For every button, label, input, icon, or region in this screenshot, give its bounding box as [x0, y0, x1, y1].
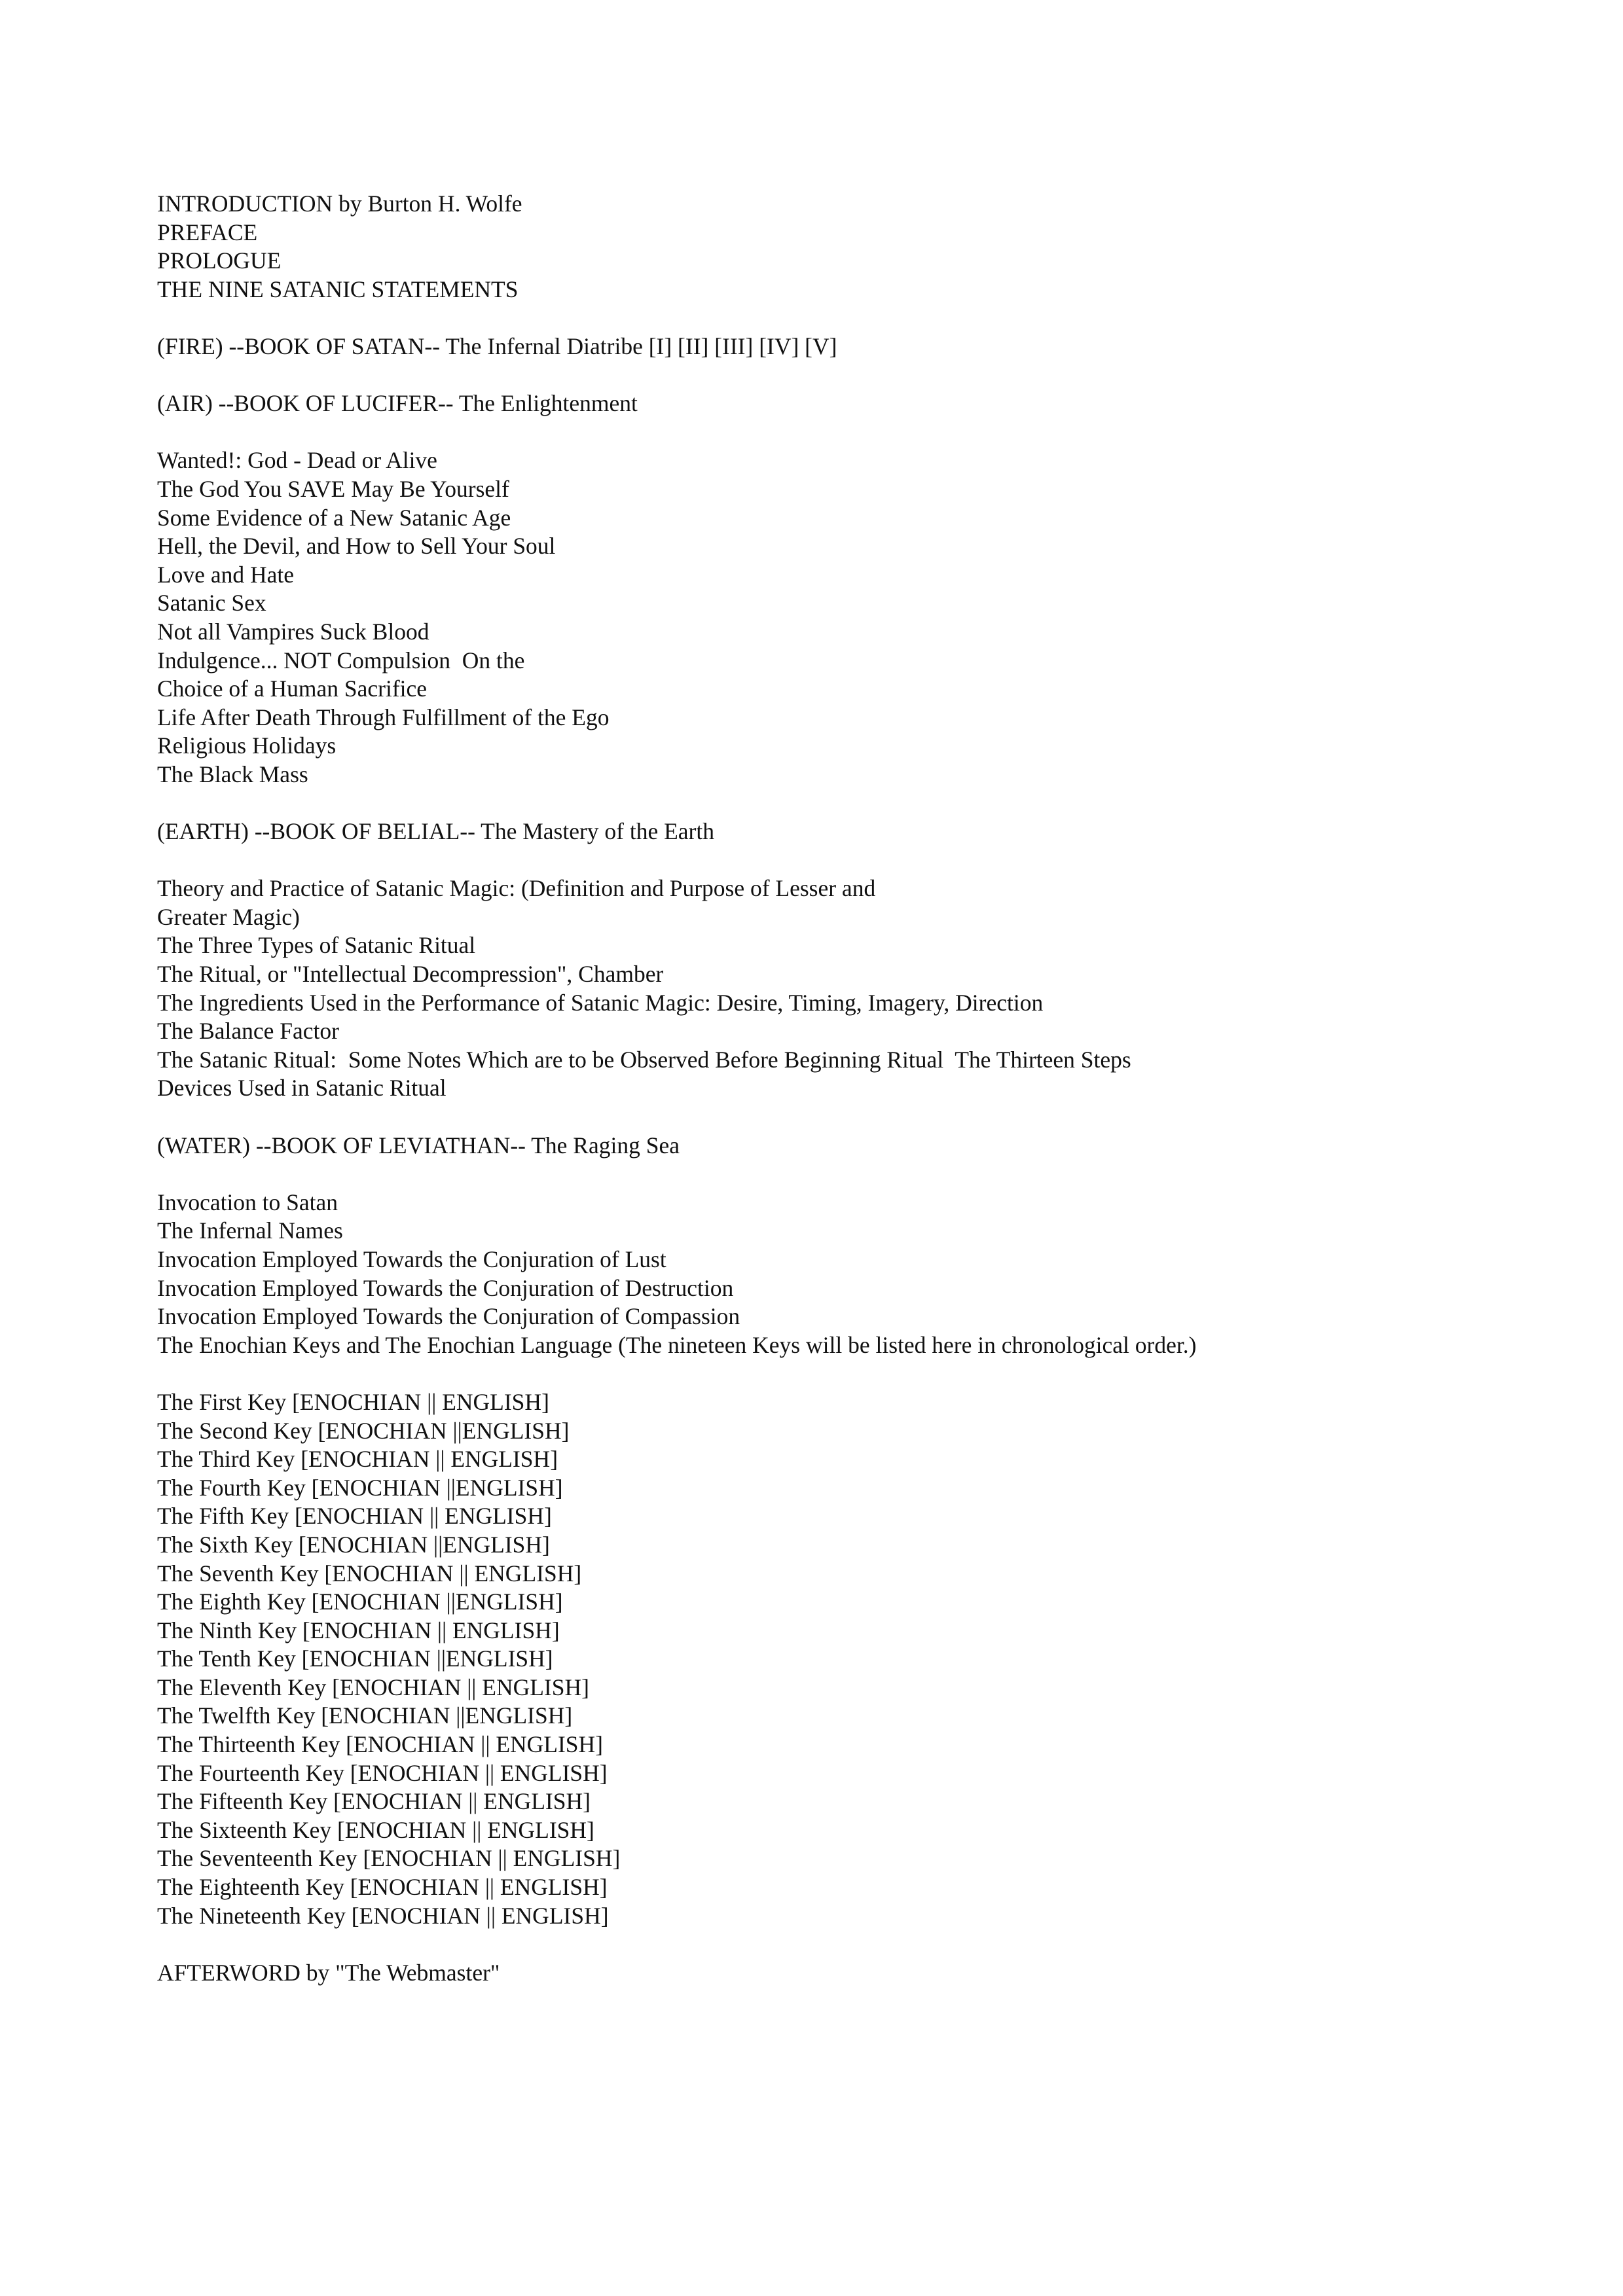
belial-entries — [157, 874, 1532, 1103]
spacer — [157, 304, 1532, 332]
key-entry: The Seventh Key [ENOCHIAN || ENGLISH] — [157, 1560, 582, 1587]
toc-entry: Hell, the Devil, and How to Sell Your Soul — [157, 533, 556, 560]
toc-entry: Satanic Sex — [157, 590, 266, 617]
table-of-contents — [157, 190, 1532, 1987]
toc-entry: Theory and Practice of Satanic Magic: (Definition and Purpose of Lesser and — [157, 875, 876, 902]
key-entry: The Second Key [ENOCHIAN ||ENGLISH] — [157, 1417, 570, 1444]
toc-entry: Choice of a Human Sacrifice — [157, 675, 428, 702]
toc-entry: Wanted!: God - Dead or Alive — [157, 447, 437, 474]
key-entry: The Fifteenth Key [ENOCHIAN || ENGLISH] — [157, 1788, 591, 1815]
enochian-keys-list — [157, 1388, 1532, 1930]
toc-entry: Indulgence... NOT Compulsion On the — [157, 647, 525, 673]
toc-entry-nine-statements: THE NINE SATANIC STATEMENTS — [157, 276, 519, 302]
toc-entry: The Black Mass — [157, 761, 308, 787]
toc-entry-introduction: INTRODUCTION by Burton H. Wolfe — [157, 190, 522, 217]
section-heading-book-of-belial: (EARTH) --BOOK OF BELIAL-- The Mastery of the Earth — [157, 818, 714, 845]
toc-entry: Invocation Employed Towards the Conjuration of Destruction — [157, 1274, 734, 1301]
section-heading-book-of-lucifer: (AIR) --BOOK OF LUCIFER-- The Enlightenment — [157, 390, 638, 417]
section-heading-book-of-leviathan: (WATER) --BOOK OF LEVIATHAN-- The Raging Sea — [157, 1132, 680, 1158]
toc-entry-prologue: PROLOGUE — [157, 247, 282, 274]
key-entry: The Sixth Key [ENOCHIAN ||ENGLISH] — [157, 1531, 550, 1558]
spacer — [157, 1160, 1532, 1189]
key-entry: The Eighth Key [ENOCHIAN ||ENGLISH] — [157, 1588, 563, 1615]
key-entry: The Thirteenth Key [ENOCHIAN || ENGLISH] — [157, 1731, 604, 1758]
section-heading-book-of-satan: (FIRE) --BOOK OF SATAN-- The Infernal Diatribe [I] [II] [III] [IV] [V] — [157, 332, 837, 359]
spacer — [157, 418, 1532, 447]
toc-entry: The Enochian Keys and The Enochian Language (The nineteen Keys will be listed here in chronological order.) — [157, 1331, 1197, 1358]
toc-entry: The God You SAVE May Be Yourself — [157, 475, 509, 502]
toc-entry: The Satanic Ritual: Some Notes Which are to be Observed Before Beginning Ritual The Thirteen Steps — [157, 1046, 1131, 1073]
front-matter — [157, 190, 1532, 304]
toc-entry-preface: PREFACE — [157, 219, 258, 245]
toc-entry: The Infernal Names — [157, 1217, 343, 1244]
key-entry: The Third Key [ENOCHIAN || ENGLISH] — [157, 1446, 558, 1473]
spacer — [157, 1359, 1532, 1388]
toc-entry: Invocation Employed Towards the Conjuration of Lust — [157, 1246, 666, 1272]
lucifer-entries — [157, 446, 1532, 789]
key-entry: The Seventeenth Key [ENOCHIAN || ENGLISH] — [157, 1845, 621, 1872]
key-entry: The Fifth Key [ENOCHIAN || ENGLISH] — [157, 1503, 552, 1530]
spacer — [157, 1930, 1532, 1959]
key-entry: The Eleventh Key [ENOCHIAN || ENGLISH] — [157, 1674, 589, 1700]
toc-entry: The Balance Factor — [157, 1018, 339, 1045]
key-entry: The Ninth Key [ENOCHIAN || ENGLISH] — [157, 1617, 560, 1643]
toc-entry: The Ingredients Used in the Performance of Satanic Magic: Desire, Timing, Imagery, Direction — [157, 989, 1044, 1016]
key-entry: The Fourteenth Key [ENOCHIAN || ENGLISH] — [157, 1759, 608, 1786]
spacer — [157, 789, 1532, 817]
key-entry: The Eighteenth Key [ENOCHIAN || ENGLISH] — [157, 1874, 608, 1901]
toc-entry: The Ritual, or "Intellectual Decompression", Chamber — [157, 961, 664, 988]
toc-entry: Love and Hate — [157, 561, 294, 588]
toc-entry: Religious Holidays — [157, 732, 337, 759]
key-entry: The Sixteenth Key [ENOCHIAN || ENGLISH] — [157, 1816, 594, 1843]
key-entry: The Twelfth Key [ENOCHIAN ||ENGLISH] — [157, 1702, 573, 1729]
key-entry: The Fourth Key [ENOCHIAN ||ENGLISH] — [157, 1474, 563, 1501]
toc-entry: Life After Death Through Fulfillment of the Ego — [157, 704, 610, 730]
toc-entry: The Three Types of Satanic Ritual — [157, 932, 476, 959]
key-entry: The First Key [ENOCHIAN || ENGLISH] — [157, 1388, 549, 1415]
spacer — [157, 846, 1532, 875]
toc-entry: Invocation to Satan — [157, 1189, 338, 1215]
leviathan-entries — [157, 1189, 1532, 1360]
key-entry: The Nineteenth Key [ENOCHIAN || ENGLISH] — [157, 1902, 609, 1929]
toc-entry: Greater Magic) — [157, 903, 300, 930]
spacer — [157, 1103, 1532, 1132]
toc-entry: Devices Used in Satanic Ritual — [157, 1075, 447, 1102]
spacer — [157, 361, 1532, 390]
key-entry: The Tenth Key [ENOCHIAN ||ENGLISH] — [157, 1645, 553, 1672]
toc-entry-afterword: AFTERWORD by "The Webmaster" — [157, 1959, 500, 1986]
toc-entry: Invocation Employed Towards the Conjuration of Compassion — [157, 1303, 740, 1330]
toc-entry: Some Evidence of a New Satanic Age — [157, 504, 511, 531]
toc-entry: Not all Vampires Suck Blood — [157, 618, 429, 645]
